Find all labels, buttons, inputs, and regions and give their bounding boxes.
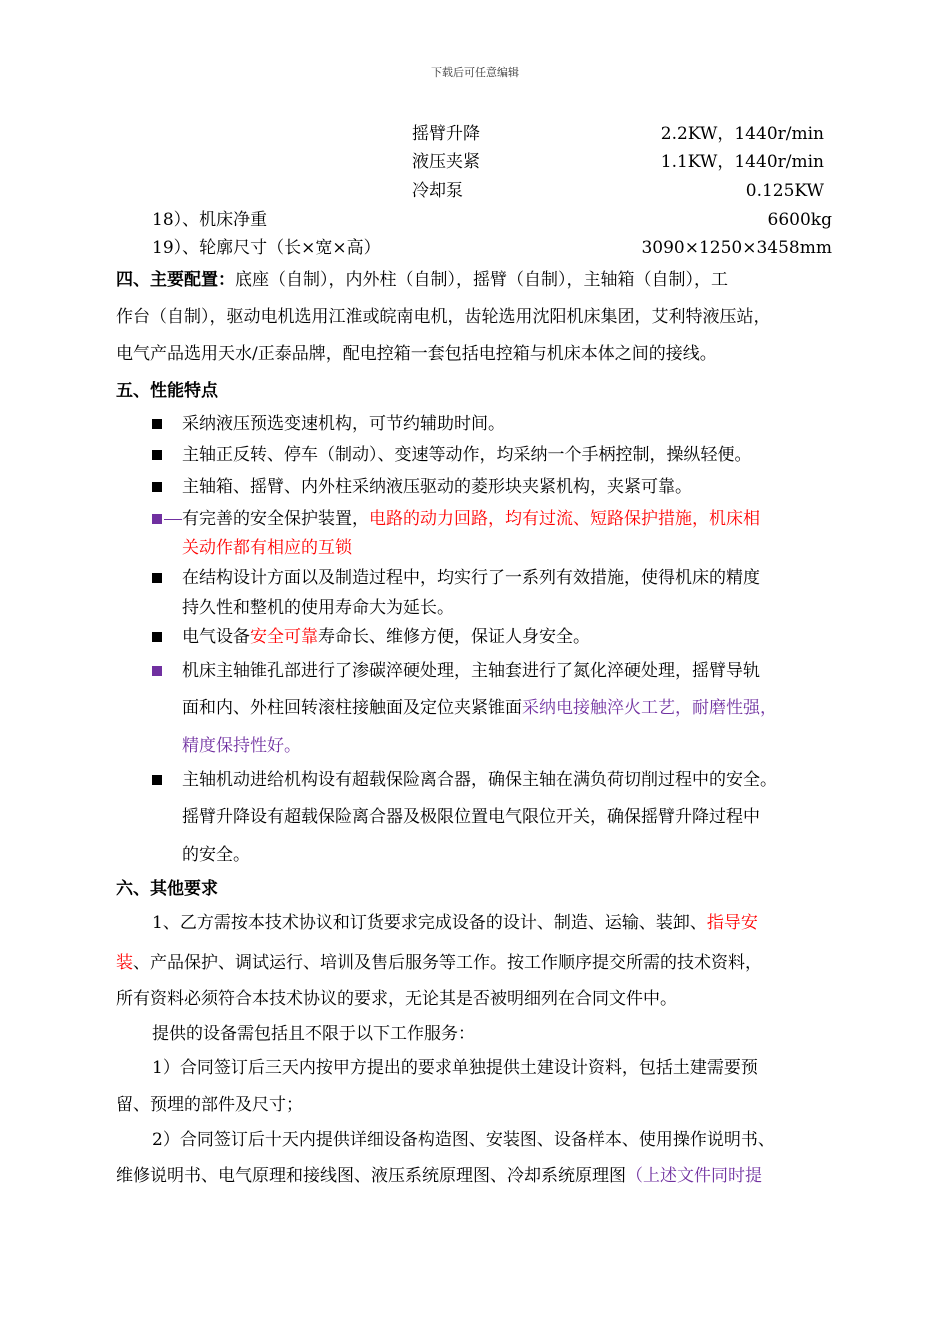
bullet-text: 主轴箱、摇臂、内外柱采纳液压驱动的菱形块夹紧机构，夹紧可靠。 bbox=[182, 477, 692, 497]
bullet-text: 机床主轴锥孔部进行了渗碳淬硬处理，主轴套进行了氮化淬硬处理，摇臂导轨 bbox=[182, 661, 760, 681]
square-bullet-icon bbox=[152, 482, 162, 492]
bullet-text-red: 关动作都有相应的互锁 bbox=[182, 538, 352, 558]
paragraph-line: 2）合同签订后十天内提供详细设备构造图、安装图、设备样本、使用操作说明书、 bbox=[152, 1130, 775, 1150]
square-bullet-icon bbox=[152, 450, 162, 460]
bullet-text: 持久性和整机的使用寿命大为延长。 bbox=[182, 598, 454, 618]
page-header: 下载后可任意编辑 bbox=[431, 66, 519, 79]
bullet-text: 主轴正反转、停车（制动）、变速等动作，均采纳一个手柄控制，操纵轻便。 bbox=[182, 445, 752, 465]
square-bullet-icon bbox=[152, 632, 162, 642]
bullet-text-part: 面和内、外柱回转滚柱接触面及定位夹紧锥面 bbox=[182, 698, 522, 718]
paragraph-text: 1、乙方需按本技术协议和订货要求完成设备的设计、制造、运输、装卸、 bbox=[152, 913, 707, 933]
spec-label: 摇臂升降 bbox=[412, 124, 480, 144]
spec-label: 液压夹紧 bbox=[412, 152, 480, 172]
section-4-first-line bbox=[116, 270, 728, 290]
bullet-text-part: 电气设备 bbox=[182, 627, 250, 647]
paragraph-line: 1）合同签订后三天内按甲方提出的要求单独提供土建设计资料，包括土建需要预 bbox=[152, 1058, 758, 1078]
section-4-text: 底座（自制），内外柱（自制），摇臂（自制），主轴箱（自制），工 bbox=[235, 270, 728, 290]
bullet-text-red: 安全可靠 bbox=[250, 627, 318, 647]
square-bullet-icon bbox=[152, 514, 162, 524]
square-bullet-icon bbox=[152, 775, 162, 785]
paragraph-line bbox=[116, 1166, 762, 1186]
spec-label: 冷却泵 bbox=[412, 181, 463, 201]
paragraph-text-red: 指导安 bbox=[706, 913, 758, 933]
paragraph-line bbox=[152, 913, 758, 933]
paragraph-text-red: 装 bbox=[116, 953, 133, 973]
item-label: 18）、机床净重 bbox=[152, 210, 268, 230]
paragraph-line bbox=[116, 953, 762, 973]
bullet-text bbox=[182, 698, 777, 718]
section-4-title: 四、主要配置： bbox=[116, 270, 235, 290]
spec-value: 1.1KW，1440r/min bbox=[660, 152, 824, 172]
section-4-line: 作台（自制），驱动电机选用江淮或皖南电机，齿轮选用沈阳机床集团，艾利特液压站， bbox=[116, 307, 771, 327]
square-bullet-icon bbox=[152, 666, 162, 676]
bullet-text: 采纳液压预选变速机构，可节约辅助时间。 bbox=[182, 414, 505, 434]
square-bullet-icon bbox=[152, 573, 162, 583]
bullet-text: 在结构设计方面以及制造过程中，均实行了一系列有效措施，使得机床的精度 bbox=[182, 568, 760, 588]
square-bullet-icon bbox=[152, 419, 162, 429]
bullet-text-part: 有完善的安全保护装置， bbox=[182, 509, 369, 529]
section-4-line: 电气产品选用天水/正泰品牌，配电控箱一套包括电控箱与机床本体之间的接线。 bbox=[116, 344, 717, 364]
bullet-text bbox=[182, 627, 590, 647]
paragraph-line: 提供的设备需包括且不限于以下工作服务： bbox=[152, 1024, 475, 1044]
section-6-title: 六、其他要求 bbox=[116, 879, 218, 899]
paragraph-text: 、产品保护、调试运行、培训及售后服务等工作。按工作顺序提交所需的技术资料， bbox=[133, 953, 762, 973]
bullet-text-red: 电路的动力回路，均有过流、短路保护措施，机床相 bbox=[369, 509, 760, 529]
item-value: 3090×1250×3458mm bbox=[641, 238, 832, 258]
item-label: 19）、轮廓尺寸（长×宽×高） bbox=[152, 238, 381, 258]
item-value: 6600kg bbox=[767, 210, 832, 230]
bullet-text: 摇臂升降设有超载保险离合器及极限位置电气限位开关，确保摇臂升降过程中 bbox=[182, 807, 760, 827]
spec-value: 0.125KW bbox=[745, 181, 824, 201]
bullet-text: 的安全。 bbox=[182, 845, 250, 865]
bullet-text-purple: 精度保持性好。 bbox=[182, 736, 301, 756]
paragraph-line: 留、预埋的部件及尺寸； bbox=[116, 1095, 303, 1115]
paragraph-text: 维修说明书、电气原理和接线图、液压系统原理图、冷却系统原理图 bbox=[116, 1166, 626, 1186]
paragraph-line: 所有资料必须符合本技术协议的要求，无论其是否被明细列在合同文件中。 bbox=[116, 989, 677, 1009]
bullet-text-part: 寿命长、维修方便，保证人身安全。 bbox=[318, 627, 590, 647]
bullet-text: 主轴机动进给机构设有超载保险离合器，确保主轴在满负荷切削过程中的安全。 bbox=[182, 770, 777, 790]
section-5-title: 五、性能特点 bbox=[116, 381, 218, 401]
tracked-change-mark bbox=[164, 519, 182, 520]
bullet-text-purple: 采纳电接触淬火工艺，耐磨性强， bbox=[522, 698, 777, 718]
paragraph-text-purple: （上述文件同时提 bbox=[626, 1166, 762, 1186]
bullet-text bbox=[182, 509, 760, 529]
spec-value: 2.2KW，1440r/min bbox=[660, 124, 824, 144]
